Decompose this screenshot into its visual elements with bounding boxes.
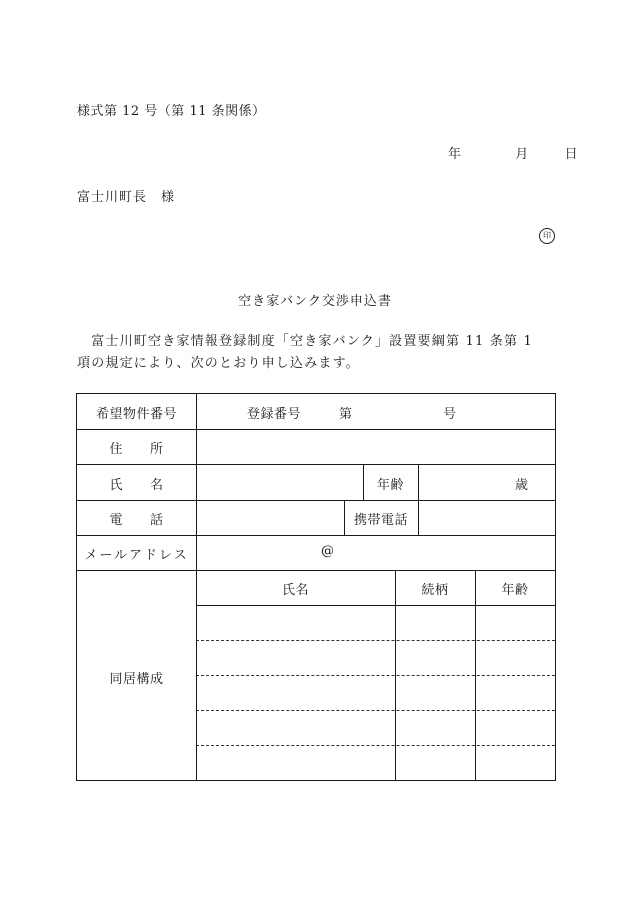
recipient: 富士川町長 様: [77, 190, 176, 205]
row-divider: [77, 464, 555, 465]
document-title: 空き家バンク交渉申込書: [238, 294, 392, 309]
row-divider: [77, 570, 555, 571]
row-divider: [77, 429, 555, 430]
household-row-divider: [196, 640, 555, 641]
row-divider: [77, 535, 555, 536]
household-row-divider: [196, 710, 555, 711]
address-label: 住 所: [109, 442, 164, 457]
household-col-name: 氏名: [281, 583, 309, 598]
relationship-column-divider: [395, 570, 396, 780]
row-divider: [77, 500, 555, 501]
household-header-divider: [196, 605, 555, 606]
date-line: [448, 143, 578, 162]
registration-dai: 第: [339, 407, 353, 422]
household-col-relationship: 続柄: [421, 583, 449, 598]
date-month: 月: [515, 147, 529, 162]
age-label-divider-right: [418, 464, 419, 500]
household-label: 同居構成: [109, 672, 164, 687]
mobile-label-divider-right: [418, 500, 419, 535]
age-unit: 歳: [515, 478, 529, 493]
form-number: 様式第 12 号（第 11 条関係）: [77, 104, 266, 119]
age-label: 年齢: [376, 478, 404, 493]
household-row-divider: [196, 675, 555, 676]
body-line-1: 富士川町空き家情報登録制度「空き家バンク」設置要綱第 11 条第 1: [77, 334, 533, 349]
email-label: メールアドレス: [84, 548, 189, 563]
mobile-phone-label: 携帯電話: [353, 513, 408, 528]
desired-property-label: 希望物件番号: [95, 407, 177, 422]
household-col-age: 年齢: [501, 583, 529, 598]
application-form-table: [76, 393, 556, 781]
date-year: 年: [448, 147, 462, 162]
registration-number-label: 登録番号: [247, 407, 302, 422]
phone-label: 電 話: [109, 513, 164, 528]
seal-mark: 印: [539, 228, 555, 244]
household-row-divider: [196, 745, 555, 746]
email-at-sign: @: [321, 544, 335, 559]
body-line-2: 項の規定により、次のとおり申し込みます。: [77, 356, 360, 371]
date-day: 日: [564, 147, 578, 162]
registration-go: 号: [443, 407, 457, 422]
name-label: 氏 名: [109, 478, 164, 493]
body-paragraph: [77, 331, 555, 375]
age-column-divider: [475, 570, 476, 780]
